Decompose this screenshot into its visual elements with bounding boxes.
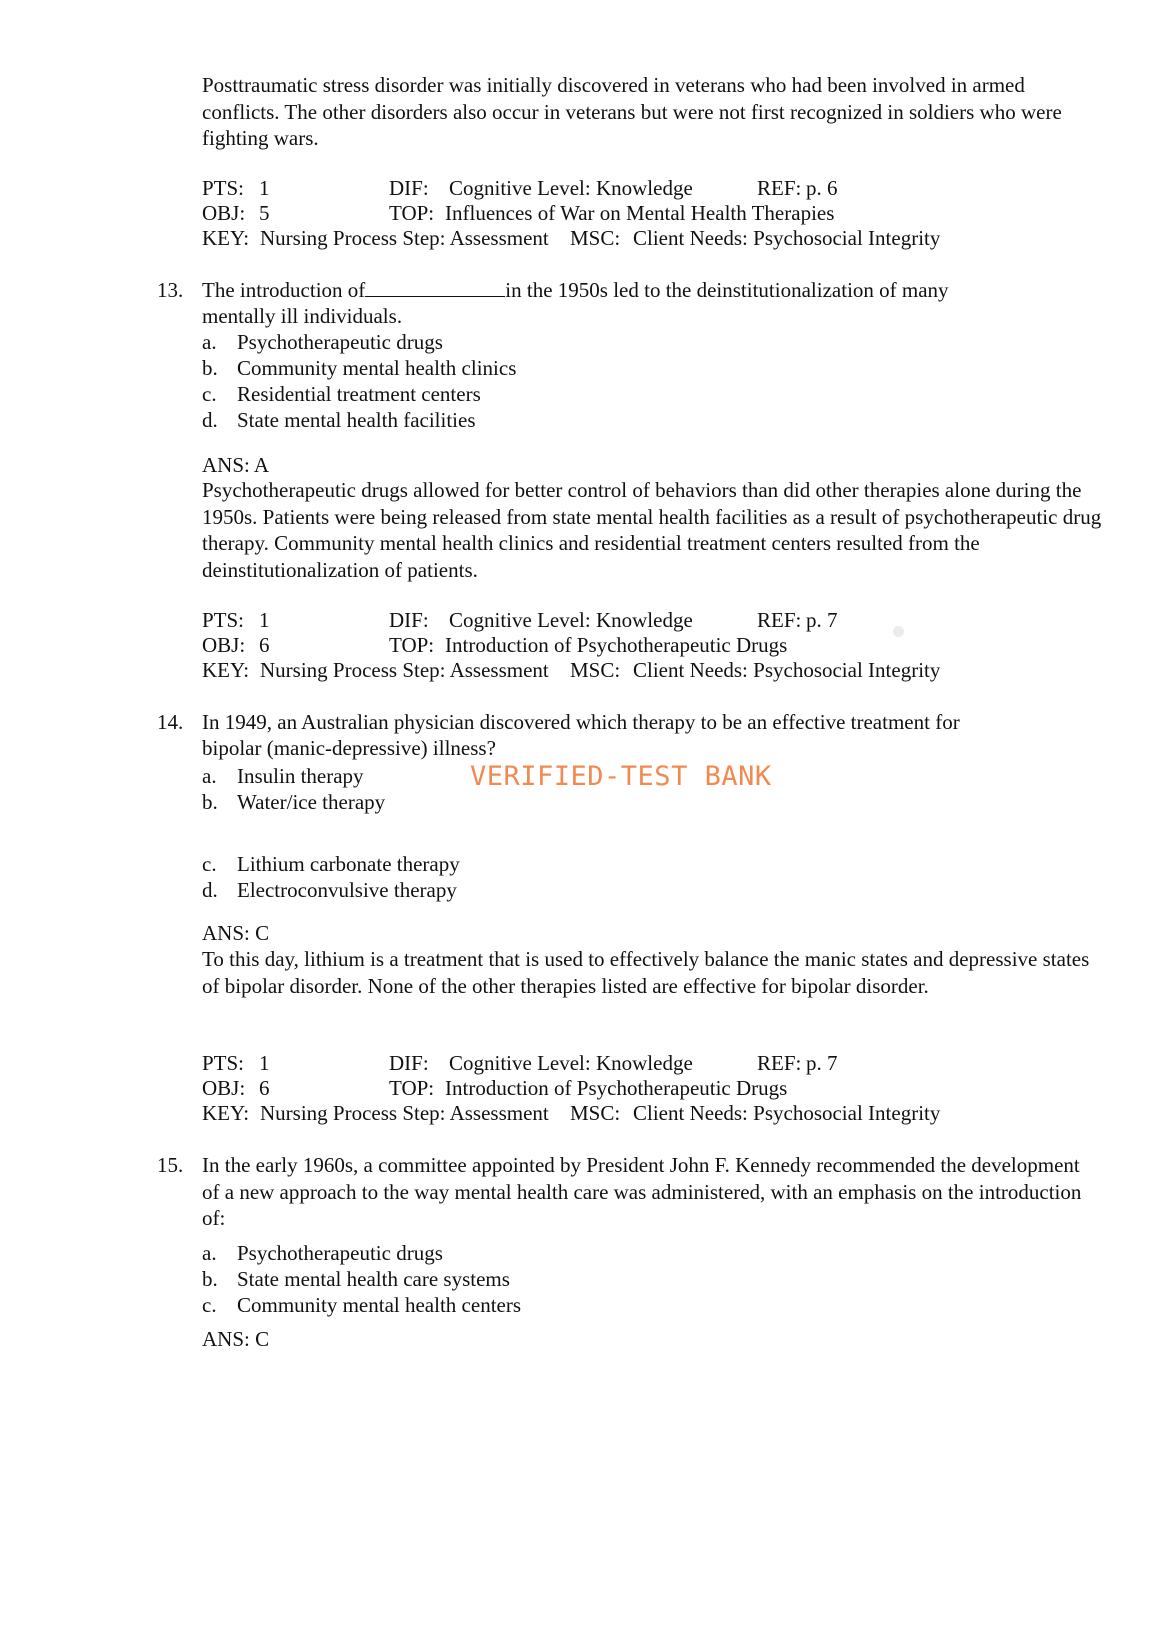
dif-value: Cognitive Level: Knowledge xyxy=(449,176,693,200)
obj-value: 6 xyxy=(259,633,270,657)
answer-q14: ANS: C xyxy=(202,921,270,945)
question-14-stem: In 1949, an Australian physician discovered which therapy to be an effective treatment for xyxy=(202,710,960,734)
dif-label: DIF: xyxy=(389,1051,429,1075)
top-label: TOP: xyxy=(389,1076,435,1100)
option-text: Community mental health clinics xyxy=(237,356,517,380)
question-13-stem xyxy=(202,277,949,303)
watermark-text: VERIFIED-TEST BANK xyxy=(470,761,772,792)
question-13-stem-line-2: mentally ill individuals. xyxy=(202,304,403,328)
meta-block-q13 xyxy=(202,608,1002,686)
top-value: Introduction of Psychotherapeutic Drugs xyxy=(445,633,788,657)
stem-part-2: in the 1950s led to the deinstitutionalization of many xyxy=(505,278,949,302)
top-label: TOP: xyxy=(389,201,435,225)
key-value: Nursing Process Step: Assessment xyxy=(260,1101,549,1125)
key-label: KEY: xyxy=(202,658,250,682)
ref-label: REF: xyxy=(757,176,802,200)
msc-label: MSC: xyxy=(570,226,621,250)
pts-label: PTS: xyxy=(202,608,245,632)
option-letter: c. xyxy=(202,1293,217,1317)
ref-value: p. 7 xyxy=(806,1051,838,1075)
msc-label: MSC: xyxy=(570,1101,621,1125)
option-text: Community mental health centers xyxy=(237,1293,522,1317)
question-number-15: 15. xyxy=(157,1153,184,1177)
top-value: Introduction of Psychotherapeutic Drugs xyxy=(445,1076,788,1100)
speck-mark xyxy=(893,626,904,637)
key-label: KEY: xyxy=(202,226,250,250)
answer-q15: ANS: C xyxy=(202,1327,270,1351)
rationale-q14: To this day, lithium is a treatment that is used to effectively balance the manic states and depressive states of bipolar disorder. None of the other therapies listed are effective for bipolar disorder. xyxy=(202,947,1090,998)
question-number-13: 13. xyxy=(157,278,184,302)
obj-value: 6 xyxy=(259,1076,270,1100)
option-letter: b. xyxy=(202,790,218,814)
option-text: Lithium carbonate therapy xyxy=(237,852,460,876)
rationale-q12: Posttraumatic stress disorder was initially discovered in veterans who had been involved in armed conflicts. The other disorders also occur in veterans but were not first recognized in soldiers who were fighting wars. xyxy=(202,73,1062,150)
top-label: TOP: xyxy=(389,633,435,657)
answer-blank xyxy=(365,278,505,297)
option-letter: d. xyxy=(202,408,218,432)
option-text: Insulin therapy xyxy=(237,764,364,788)
obj-label: OBJ: xyxy=(202,1076,246,1100)
msc-label: MSC: xyxy=(570,658,621,682)
meta-block-q12 xyxy=(202,176,1002,254)
option-letter: a. xyxy=(202,1241,217,1265)
option-text: State mental health facilities xyxy=(237,408,476,432)
key-value: Nursing Process Step: Assessment xyxy=(260,658,549,682)
obj-label: OBJ: xyxy=(202,633,246,657)
rationale-q13: Psychotherapeutic drugs allowed for better control of behaviors than did other therapies alone during the 1950s. Patients were being released from state mental health facilities as a result of psychotherapeutic drug therapy. Community mental health clinics and residential treatment centers resulted from the deinstitutionalization of patients. xyxy=(202,478,1102,582)
dif-label: DIF: xyxy=(389,176,429,200)
option-letter: b. xyxy=(202,1267,218,1291)
meta-block-q14 xyxy=(202,1051,1002,1129)
ref-value: p. 6 xyxy=(806,176,838,200)
option-text: Psychotherapeutic drugs xyxy=(237,330,443,354)
key-value: Nursing Process Step: Assessment xyxy=(260,226,549,250)
option-letter: c. xyxy=(202,382,217,406)
dif-value: Cognitive Level: Knowledge xyxy=(449,608,693,632)
pts-value: 1 xyxy=(259,176,270,200)
ref-label: REF: xyxy=(757,1051,802,1075)
msc-value: Client Needs: Psychosocial Integrity xyxy=(633,226,941,250)
question-number-14: 14. xyxy=(157,710,184,734)
msc-value: Client Needs: Psychosocial Integrity xyxy=(633,658,941,682)
obj-value: 5 xyxy=(259,201,270,225)
ref-value: p. 7 xyxy=(806,608,838,632)
option-letter: a. xyxy=(202,330,217,354)
pts-label: PTS: xyxy=(202,1051,245,1075)
option-text: Electroconvulsive therapy xyxy=(237,878,457,902)
stem-part-1: The introduction of xyxy=(202,278,366,302)
option-letter: c. xyxy=(202,852,217,876)
question-15-stem: In the early 1960s, a committee appointed by President John F. Kennedy recommended the development of a new approach to the way mental health care was administered, with an emphasis on the introduction of: xyxy=(202,1153,1082,1230)
dif-value: Cognitive Level: Knowledge xyxy=(449,1051,693,1075)
option-letter: b. xyxy=(202,356,218,380)
key-label: KEY: xyxy=(202,1101,250,1125)
pts-label: PTS: xyxy=(202,176,245,200)
dif-label: DIF: xyxy=(389,608,429,632)
option-letter: d. xyxy=(202,878,218,902)
msc-value: Client Needs: Psychosocial Integrity xyxy=(633,1101,941,1125)
option-text: State mental health care systems xyxy=(237,1267,510,1291)
answer-q13: ANS: A xyxy=(202,453,270,477)
option-letter: a. xyxy=(202,764,217,788)
option-text: Psychotherapeutic drugs xyxy=(237,1241,443,1265)
pts-value: 1 xyxy=(259,1051,270,1075)
question-14-stem-line-2: bipolar (manic-depressive) illness? xyxy=(202,736,496,760)
ref-label: REF: xyxy=(757,608,802,632)
option-text: Water/ice therapy xyxy=(237,790,386,814)
top-value: Influences of War on Mental Health Therapies xyxy=(445,201,835,225)
pts-value: 1 xyxy=(259,608,270,632)
obj-label: OBJ: xyxy=(202,201,246,225)
option-text: Residential treatment centers xyxy=(237,382,481,406)
